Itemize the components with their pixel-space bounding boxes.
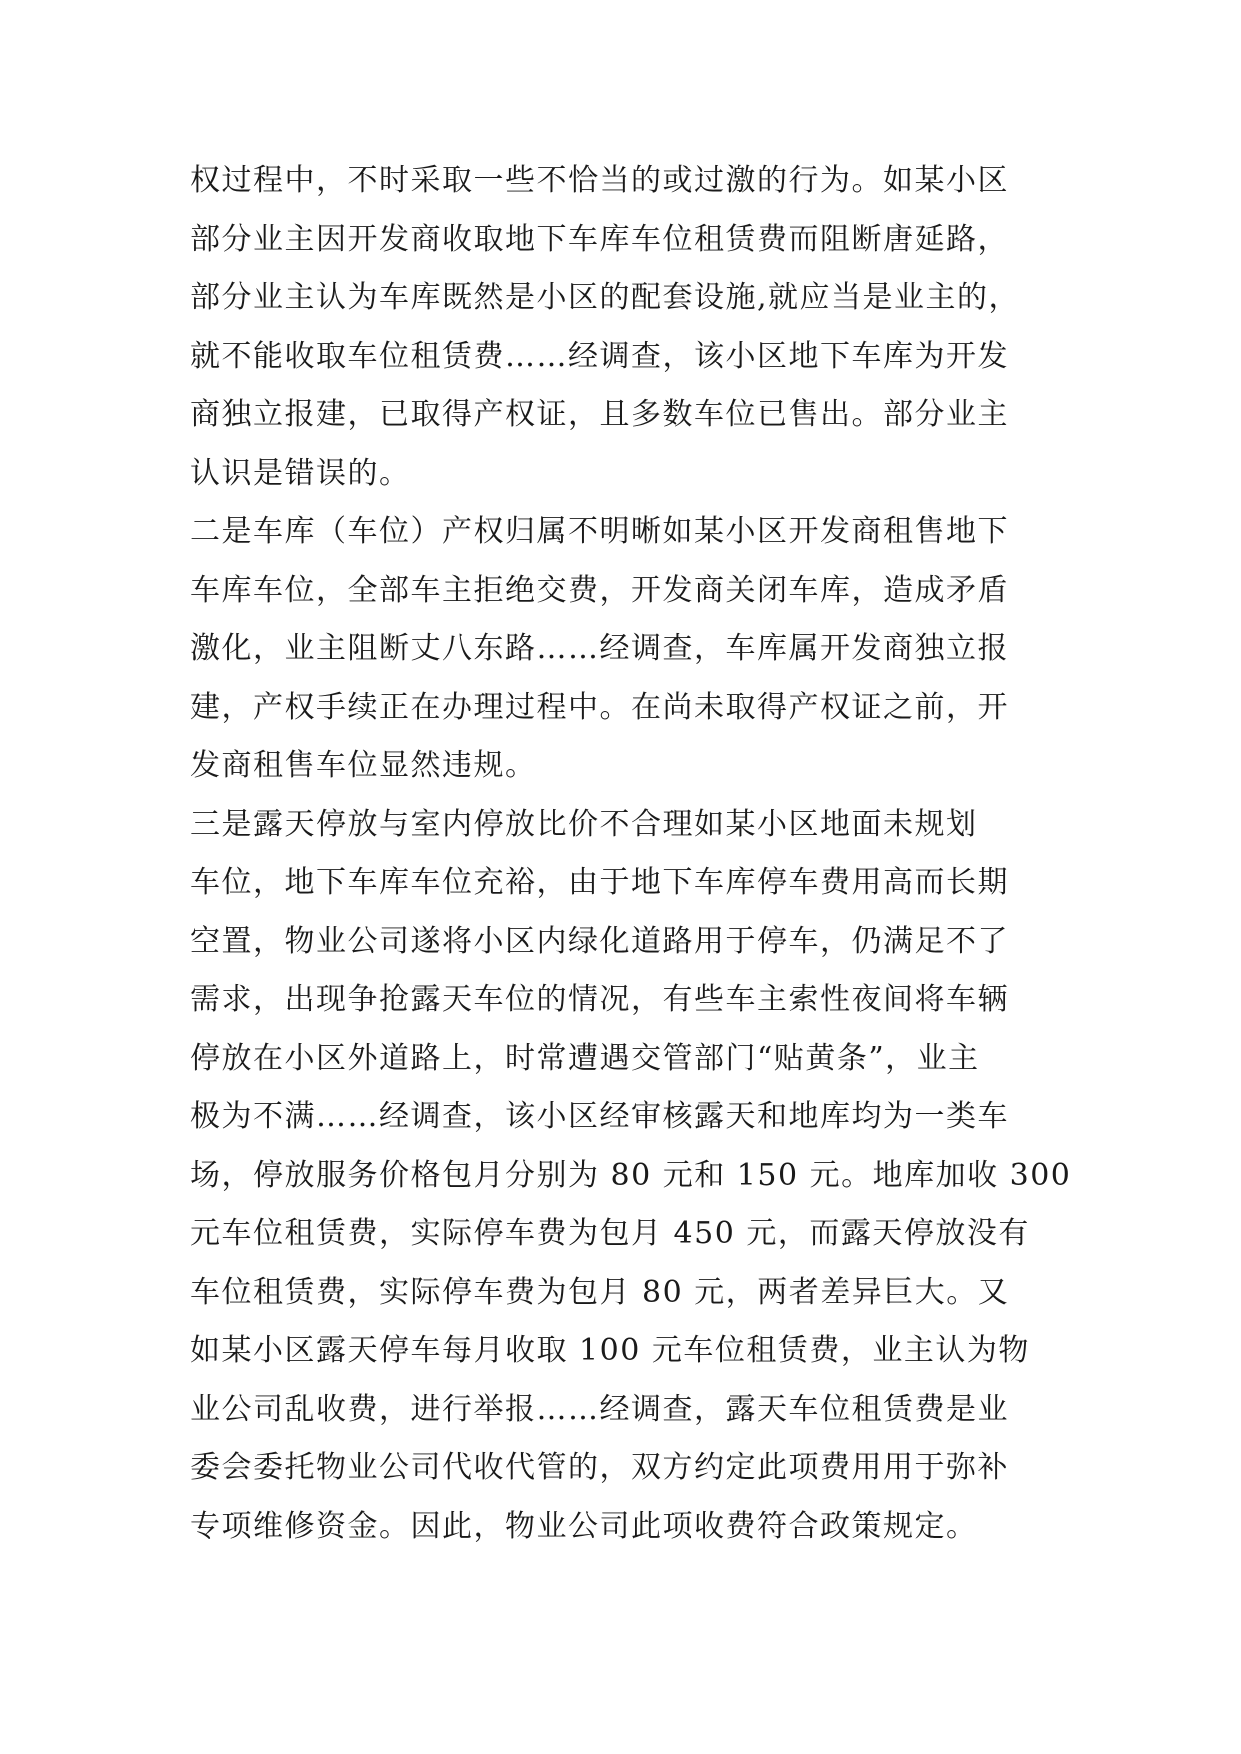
section-three-heading-line: 三是露天停放与室内停放比价不合理如某小区地面未规划 (190, 806, 978, 842)
text-line: 车位，地下车库车位充裕，由于地下车库停车费用高而长期 (190, 865, 1009, 900)
text-line: 委会委托物业公司代收代管的，双方约定此项费用用于弥补 (190, 1450, 1009, 1485)
text-line: 激化，业主阻断丈八东路……经调查，车库属开发商独立报 (190, 631, 1009, 666)
text-line: 部分业主认为车库既然是小区的配套设施,就应当是业主的， (190, 280, 1021, 315)
text-line: 专项维修资金。因此，物业公司此项收费符合政策规定。 (190, 1508, 978, 1544)
text-line: 业公司乱收费，进行举报……经调查，露天车位租赁费是业 (190, 1391, 1009, 1427)
text-line: 车位租赁费，实际停车费为包月 80 元，两者差异巨大。又 (190, 1274, 1010, 1310)
text-line: 极为不满……经调查，该小区经审核露天和地库均为一类车 (190, 1099, 1009, 1134)
text-line: 认识是错误的。 (190, 455, 411, 491)
text-line: 元车位租赁费，实际停车费为包月 450 元，而露天停放没有 (190, 1216, 1030, 1251)
text-line: 车库车位，全部车主拒绝交费，开发商关闭车库，造成矛盾 (190, 572, 1009, 608)
text-line: 部分业主因开发商收取地下车库车位租赁费而阻断唐延路， (190, 221, 1009, 257)
text-line: 商独立报建，已取得产权证，且多数车位已售出。部分业主 (190, 397, 1009, 432)
text-line: 发商租售车位显然违规。 (190, 748, 537, 783)
text-line: 需求，出现争抢露天车位的情况，有些车主索性夜间将车辆 (190, 982, 1009, 1017)
text-line: 场，停放服务价格包月分别为 80 元和 150 元。地库加收 300 (190, 1157, 1072, 1193)
text-line: 权过程中，不时采取一些不恰当的或过激的行为。如某小区 (190, 163, 1009, 198)
text-line: 停放在小区外道路上，时常遭遇交管部门“贴黄条”，业主 (190, 1040, 980, 1076)
text-line: 就不能收取车位租赁费……经调查，该小区地下车库为开发 (190, 338, 1009, 374)
text-line: 如某小区露天停车每月收取 100 元车位租赁费，业主认为物 (190, 1333, 1030, 1368)
section-two-heading-line: 二是车库（车位）产权归属不明晰如某小区开发商租售地下 (190, 514, 1009, 549)
text-line: 建，产权手续正在办理过程中。在尚未取得产权证之前，开 (190, 689, 1009, 725)
body-text (190, 152, 1070, 1556)
text-line: 空置，物业公司遂将小区内绿化道路用于停车，仍满足不了 (190, 923, 1009, 959)
